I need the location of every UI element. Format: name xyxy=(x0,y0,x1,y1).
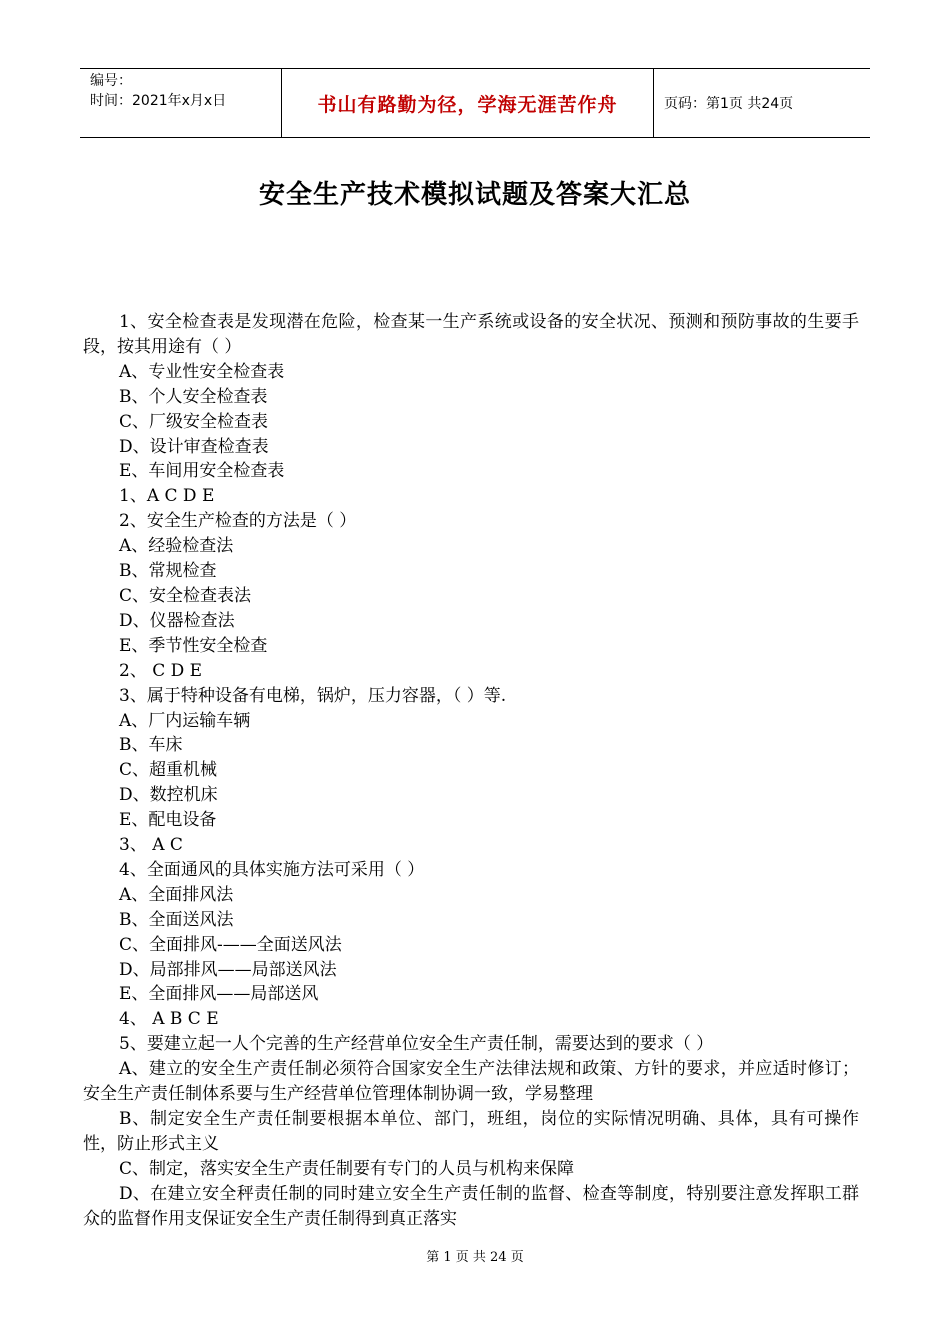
header-meta xyxy=(80,69,282,137)
text-line: 4、全面通风的具体实施方法可采用（ ） xyxy=(119,859,425,880)
text-line: 1、安全检查表是发现潜在危险，检查某一生产系统或设备的安全状况、预测和预防事故的生要手段，按其用途有（ ） xyxy=(83,312,859,357)
document-title: 安全生产技术模拟试题及答案大汇总 xyxy=(258,180,691,210)
text-line: B、车床 xyxy=(119,735,183,756)
text-line: A、厂内运输车辆 xyxy=(119,710,251,731)
text-line: E、车间用安全检查表 xyxy=(119,461,285,482)
text-line: E、配电设备 xyxy=(119,810,217,831)
number-label: 编号： xyxy=(90,73,132,89)
text-line: C、超重机械 xyxy=(119,760,218,781)
motto: 书山有路勤为径，学海无涯苦作舟 xyxy=(317,93,618,116)
text-line: 3、属于特种设备有电梯，锅炉，压力容器，（ ）等. xyxy=(119,685,507,706)
date-label: 时间：2021年x月x日 xyxy=(90,93,227,109)
page-header xyxy=(80,68,870,138)
text-line: 3、 A C xyxy=(119,835,183,856)
text-line: 4、 A B C E xyxy=(119,1009,219,1030)
text-line: E、季节性安全检查 xyxy=(119,635,268,656)
header-page-cell xyxy=(654,69,870,137)
text-line: C、制定，落实安全生产责任制要有专门的人员与机构来保障 xyxy=(119,1158,575,1179)
text-line: A、经验检查法 xyxy=(119,536,234,557)
text-line: A、专业性安全检查表 xyxy=(119,361,285,382)
text-line: D、局部排风——局部送风法 xyxy=(119,959,337,980)
text-line: A、全面排风法 xyxy=(119,884,234,905)
text-line: 5、要建立起一人个完善的生产经营单位安全生产责任制，需要达到的要求（ ） xyxy=(119,1034,714,1055)
page-info: 页码：第1页 共24页 xyxy=(664,96,794,112)
document-body xyxy=(83,310,859,1232)
text-line: D、在建立安全秤责任制的同时建立安全生产责任制的监督、检查等制度，特别要注意发挥职工群众的监督作用支保证安全生产责任制得到真正落实 xyxy=(83,1183,859,1229)
page-footer: 第 1 页 共 24 页 xyxy=(426,1250,524,1265)
text-line: D、仪器检查法 xyxy=(119,610,235,631)
text-line: E、全面排风——局部送风 xyxy=(119,984,319,1005)
text-line: B、制定安全生产责任制要根据本单位、部门，班组，岗位的实际情况明确、具体，具有可操作性，防止形式主义 xyxy=(83,1109,859,1154)
text-line: D、设计审查检查表 xyxy=(119,436,269,457)
text-line: B、常规检查 xyxy=(119,561,217,582)
text-line: C、厂级安全检查表 xyxy=(119,411,269,432)
text-line: 2、 C D E xyxy=(119,660,203,681)
text-line: A、建立的安全生产责任制必须符合国家安全生产法律法规和政策、方针的要求，并应适时修订；安全生产责任制体系要与生产经营单位管理体制协调一致，学易整理 xyxy=(83,1059,859,1105)
text-line: C、全面排风-——全面送风法 xyxy=(119,934,342,955)
text-line: 1、A C D E xyxy=(119,486,215,507)
header-motto-cell xyxy=(282,69,654,137)
text-line: B、个人安全检查表 xyxy=(119,386,268,407)
text-line: 2、安全生产检查的方法是（ ） xyxy=(119,511,357,532)
text-line: B、全面送风法 xyxy=(119,909,234,930)
text-line: D、数控机床 xyxy=(119,785,218,806)
text-line: C、安全检查表法 xyxy=(119,585,252,606)
